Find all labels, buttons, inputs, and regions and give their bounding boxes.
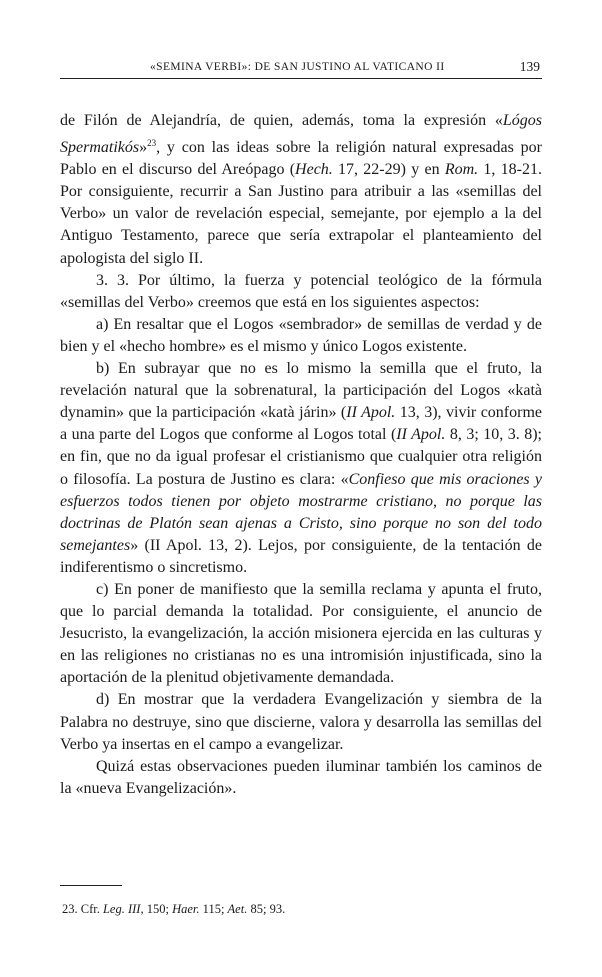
italic-run: Leg. III, [102,902,144,916]
paragraph-5: c) En poner de manifiesto que la semilla reclama y apunta el fruto, que lo parcial demanda la totalidad. Por consiguiente, el anuncio de Jesucristo, la evangelización, la acción misionera ejercida en las culturas y en las religiones no cristianas no es una intromisión injustificada, sino la aportación de la plenitud objetivamente demandada. [60,580,542,687]
text-run: de Filón de Alejandría, de quien, además, toma la expresión « [60,112,503,129]
italic-run: Confieso que mis oraciones y esfuerzos todos tienen por objeto mostrarme cristiano, no porque las doctrinas de Platón sean ajenas a Cristo, sino porque no son del todo semejantes [60,470,543,554]
paragraph-7: Quizá estas observaciones pueden iluminar también los caminos de la «nueva Evangelización». [60,757,542,797]
footnote-divider [60,885,122,886]
footnote [62,902,285,917]
italic-run: II Apol. [396,426,446,444]
italic-run: Hech. [295,161,333,179]
text-run: 13, 3), vivir conforme a una parte del Logos que conforme al Logos total ( [60,404,543,444]
text-run: » (II Apol. 13, 2). Lejos, por consiguiente, de la tentación de indiferentismo o sincretismo. [60,536,542,576]
text-run: , y con las ideas sobre la religión natural expresadas por Pablo en el discurso del Areópago ( [60,139,542,179]
body-text [60,110,542,800]
text-run: 85; 93. [247,902,286,916]
text-run: 150; [143,902,173,916]
text-run: 115; [199,902,228,916]
italic-run: II Apol. [346,404,396,422]
page-header [60,58,542,79]
paragraph-2: 3. 3. Por último, la fuerza y potencial teológico de la fórmula «semillas del Verbo» creemos que está en los siguientes aspectos: [60,271,542,311]
text-run: » [139,139,148,157]
text-run: 17, 22-29) y en [332,161,445,179]
footnote-ref: 23 [147,138,157,149]
page-number: 139 [519,59,540,74]
paragraph-3: a) En resaltar que el Logos «sembrador» de semillas de verdad y de bien y el «hecho hombre» es el mismo y único Logos existente. [60,315,542,355]
italic-run: Rom. [444,161,479,179]
text-run: 1, 18-21. Por consiguiente, recurrir a San Justino para atribuir a las «semillas del Verbo» un valor de revelación especial, semejante, por ejemplo a la del Antiguo Testamento, parece que sería extrapolar el planteamiento del apologista del siglo II. [60,161,543,267]
text-run: 8, 3; 10, 3. 8); en fin, que no da igual profesar el cristianismo que cualquier otra religión o filosofía. La postura de Justino es clara: « [60,426,542,488]
paragraph-1 [60,110,542,270]
text-run: 23. Cfr. [62,902,103,916]
italic-run: Haer. [172,902,200,916]
italic-run: Aet. [227,902,248,916]
italic-run: Lógos Spermatikós [60,112,542,157]
paragraph-4 [60,358,542,579]
paragraph-6: d) En mostrar que la verdadera Evangelización y siembra de la Palabra no destruye, sino que discierne, valora y desarrolla las semillas del Verbo ya insertas en el campo a evangelizar. [60,691,542,753]
text-run: b) En subrayar que no es lo mismo la semilla que el fruto, la revelación natural que la sobrenatural, la participación del Logos «katà dynamin» que la participación «katà járin» ( [60,360,542,422]
running-title: «SEMINA VERBI»: DE SAN JUSTINO AL VATICANO II [150,61,445,73]
